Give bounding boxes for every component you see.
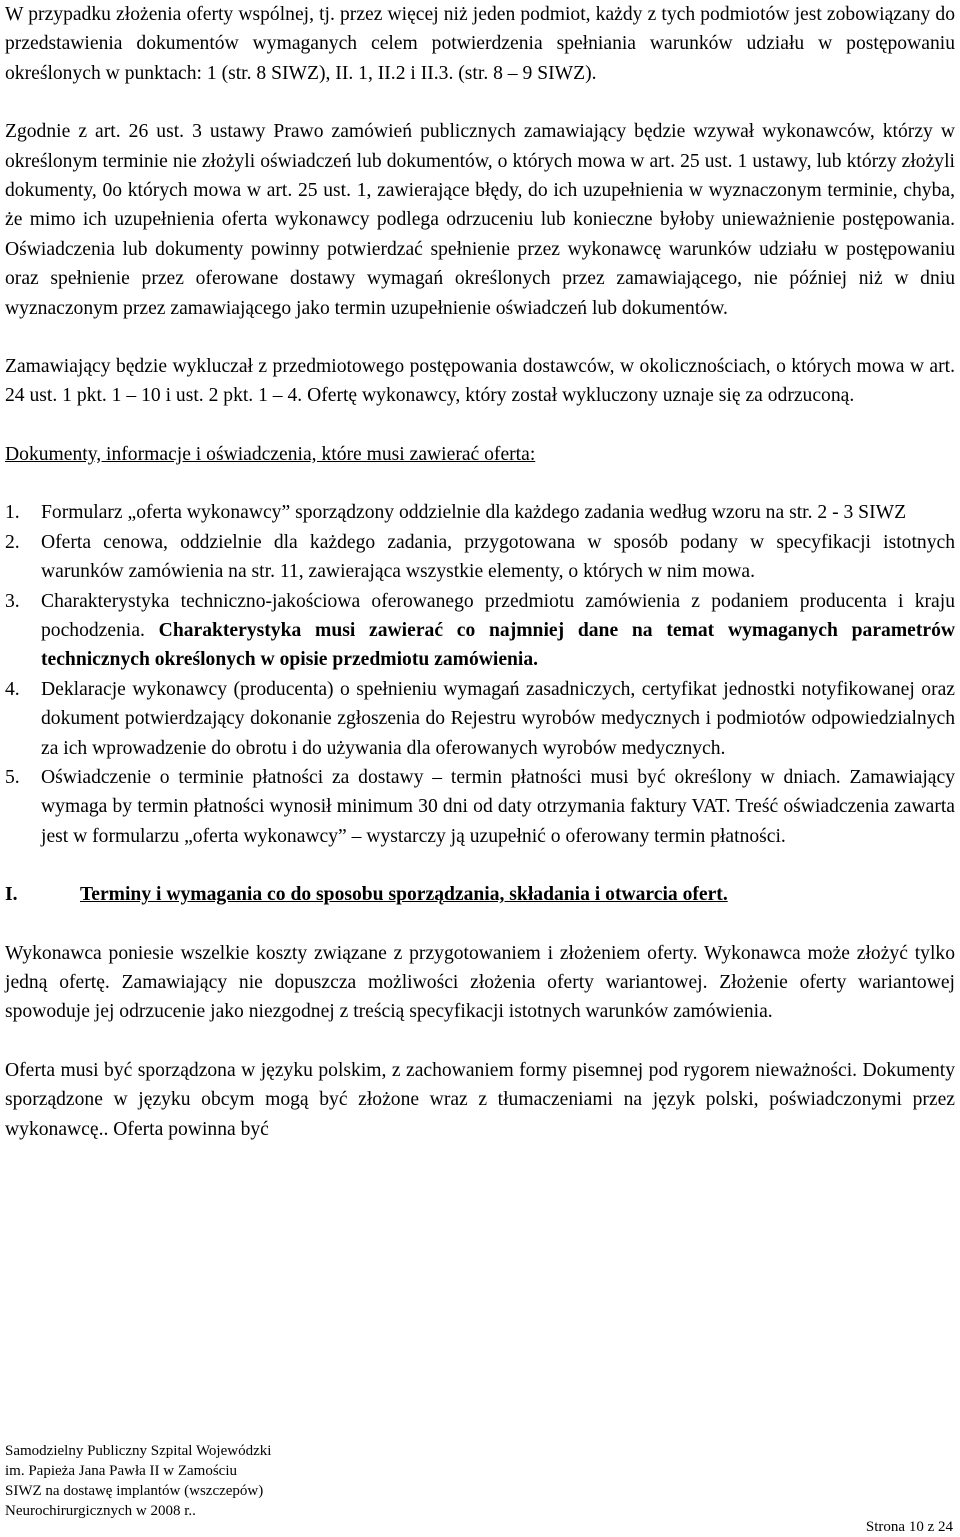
list-item-number: 2. bbox=[5, 531, 20, 553]
footer-line: SIWZ na dostawę implantów (wszczepów) bbox=[5, 1483, 264, 1499]
page-footer bbox=[5, 1441, 955, 1521]
section-title: Terminy i wymagania co do sposobu sporządzania, składania i otwarcia ofert. bbox=[80, 884, 728, 906]
list-item bbox=[5, 528, 955, 587]
list-item bbox=[5, 587, 955, 675]
footer-line: Neurochirurgicznych w 2008 r.. bbox=[5, 1503, 196, 1519]
list-item bbox=[5, 763, 955, 851]
paragraph-art-26: Zgodnie z art. 26 ust. 3 ustawy Prawo zamówień publicznych zamawiający będzie wzywał wykonawców, którzy w określonym terminie nie złożyli oświadczeń lub dokumentów, o których mowa w art. 25 ust. 1 ustawy, lub którzy złożyli dokumenty, 0o których mowa w art. 25 ust. 1, zawierające błędy, do ich uzupełnienia w wyznaczonym terminie, chyba, że mimo ich uzupełnienia oferta wykonawcy podlega odrzuceniu lub konieczne byłoby unieważnienie postępowania. Oświadczenia lub dokumenty powinny potwierdzać spełnienie przez wykonawcę warunków udziału w postępowaniu oraz spełnienie przez oferowane dostawy wymagań określonych przez zamawiającego, nie później niż w dniu wyznaczonym przez zamawiającego jako termin uzupełnienie oświadczeń lub dokumentów. bbox=[5, 121, 955, 319]
list-item bbox=[5, 498, 955, 527]
list-item-number: 1. bbox=[5, 502, 20, 524]
section-number: I. bbox=[5, 884, 18, 906]
list-item-bold-text: Charakterystyka musi zawierać co najmniej dane na temat wymaganych parametrów technicznych określonych w opisie przedmiotu zamówienia. bbox=[41, 619, 956, 671]
document-page bbox=[5, 0, 955, 1144]
footer-line: im. Papieża Jana Pawła II w Zamościu bbox=[5, 1463, 238, 1479]
list-item-text: Oświadczenie o terminie płatności za dostawy – termin płatności musi być określony w dniach. Zamawiający wymaga by termin płatności wynosił minimum 30 dni od daty otrzymania faktury VAT. Treść oświadczenia zawarta jest w formularzu „oferta wykonawcy” – wystarczy ją uzupełnić o oferowany termin płatności. bbox=[41, 766, 955, 847]
list-item-text: Oferta cenowa, oddzielnie dla każdego zadania, przygotowana w sposób podany w specyfikacji istotnych warunków zamówienia na str. 11, zawierająca wszystkie elementy, o których w nim mowa. bbox=[41, 531, 955, 583]
paragraph-exclusion: Zamawiający będzie wykluczał z przedmiotowego postępowania dostawców, w okolicznościach, o których mowa w art. 24 ust. 1 pkt. 1 – 10 i ust. 2 pkt. 1 – 4. Ofertę wykonawcy, który został wykluczony uznaje się za odrzuconą. bbox=[5, 356, 955, 407]
paragraph-costs: Wykonawca poniesie wszelkie koszty związane z przygotowaniem i złożeniem oferty. Wykonawca może złożyć tylko jedną ofertę. Zamawiający nie dopuszcza możliwości złożenia oferty wariantowej. Złożenie oferty wariantowej spowoduje jej odrzucenie jako niezgodnej z treścią specyfikacji istotnych warunków zamówienia. bbox=[5, 942, 955, 1023]
page-number: Strona 10 z 24 bbox=[865, 1519, 953, 1535]
footer-line: Samodzielny Publiczny Szpital Wojewódzki bbox=[5, 1443, 272, 1459]
list-item-text: Charakterystyka techniczno-jakościowa oferowanego przedmiotu zamówienia z podaniem producenta i kraju pochodzenia. bbox=[41, 590, 955, 641]
paragraph-joint-offer: W przypadku złożenia oferty wspólnej, tj. przez więcej niż jeden podmiot, każdy z tych podmiotów jest zobowiązany do przedstawienia dokumentów wymaganych celem potwierdzenia spełniania warunków udziału w postępowaniu określonych w punktach: 1 (str. 8 SIWZ), II. 1, II.2 i II.3. (str. 8 – 9 SIWZ). bbox=[5, 4, 955, 84]
documents-list bbox=[5, 498, 955, 851]
section-heading bbox=[5, 880, 955, 909]
list-item-text: Formularz „oferta wykonawcy” sporządzony oddzielnie dla każdego zadania według wzoru na str. 2 - 3 SIWZ bbox=[41, 502, 907, 524]
list-item bbox=[5, 675, 955, 763]
list-item-number: 5. bbox=[5, 766, 20, 788]
paragraph-language: Oferta musi być sporządzona w języku polskim, z zachowaniem formy pisemnej pod rygorem nieważności. Dokumenty sporządzone w języku obcym mogą być złożone wraz z tłumaczeniami na język polski, poświadczonymi przez wykonawcę.. Oferta powinna być bbox=[5, 1059, 955, 1140]
list-item-number: 3. bbox=[5, 590, 20, 612]
list-item-number: 4. bbox=[5, 678, 20, 700]
documents-heading: Dokumenty, informacje i oświadczenia, które musi zawierać oferta: bbox=[5, 443, 536, 465]
list-item-text: Deklaracje wykonawcy (producenta) o spełnieniu wymagań zasadniczych, certyfikat jednostki notyfikowanej oraz dokument potwierdzający dokonanie zgłoszenia do Rejestru wyrobów medycznych i podmiotów odpowiedzialnych za ich wprowadzenie do obrotu i do używania dla oferowanych wyrobów medycznych. bbox=[41, 678, 955, 759]
